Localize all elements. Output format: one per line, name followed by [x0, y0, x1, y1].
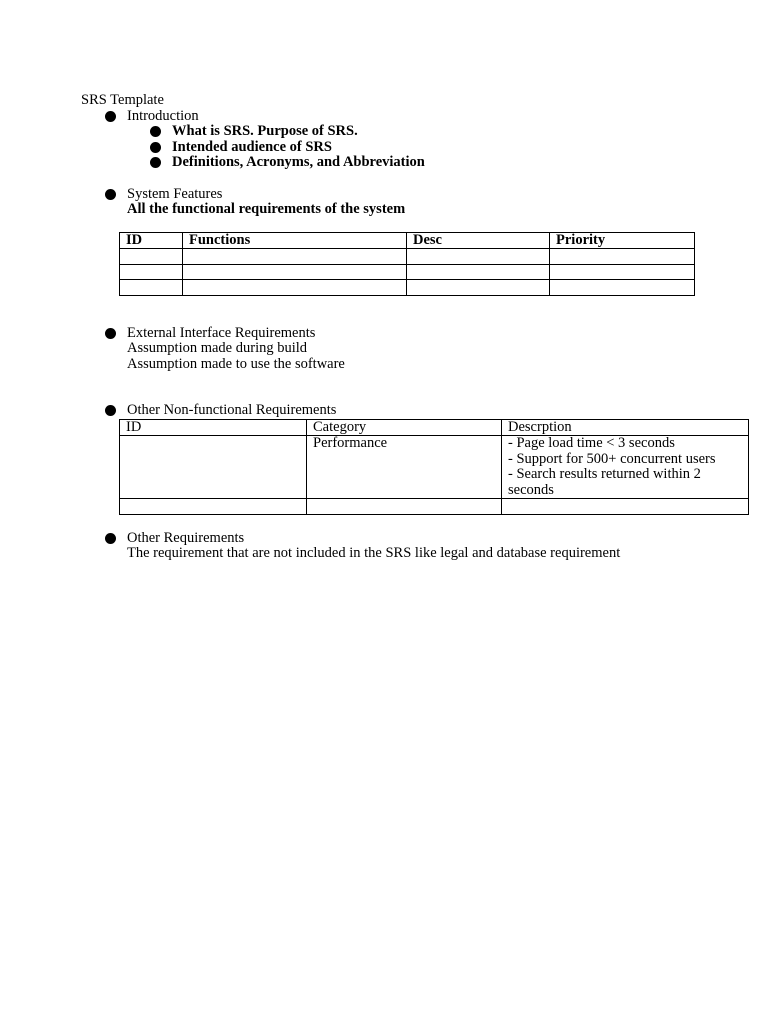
bullet-icon: [150, 157, 161, 168]
table-cell: [120, 264, 183, 280]
table-cell: Performance: [307, 436, 502, 499]
intro-item-label: Definitions, Acronyms, and Abbreviation: [172, 154, 425, 170]
table-cell: [183, 249, 407, 265]
table-row: [120, 249, 695, 265]
table-cell: [120, 499, 307, 515]
section-text: The requirement that are not included in the SRS like legal and database requirement: [127, 545, 621, 561]
intro-item: [81, 140, 751, 156]
table-cell: [502, 499, 749, 515]
table-cell: [502, 436, 749, 499]
document-page: [81, 93, 751, 562]
table-cell: [407, 264, 550, 280]
bullet-icon: [105, 189, 116, 200]
table-row: [120, 499, 749, 515]
column-header: Descrption: [502, 419, 749, 436]
table-cell: [550, 264, 695, 280]
intro-item-label: Intended audience of SRS: [172, 138, 332, 155]
intro-item: [81, 124, 751, 140]
bullet-icon: [105, 533, 116, 544]
description-line: - Support for 500+ concurrent users: [508, 450, 716, 467]
table-cell: [550, 280, 695, 296]
table-header-row: [120, 232, 695, 249]
bullet-icon: [150, 142, 161, 153]
column-header: Priority: [550, 232, 695, 249]
document-title: SRS Template: [81, 92, 164, 108]
section-heading: Introduction: [127, 107, 199, 124]
section-subheading: All the functional requirements of the system: [127, 201, 406, 217]
column-header: Desc: [407, 232, 550, 249]
bullet-icon: [105, 328, 116, 339]
table-row: [120, 436, 749, 499]
section-non-functional: [81, 403, 751, 419]
section-system-features: [81, 187, 751, 218]
intro-item: [81, 155, 751, 171]
section-line: Assumption made to use the software: [127, 355, 345, 372]
section-other-requirements: [81, 531, 751, 562]
intro-item-label: What is SRS. Purpose of SRS.: [172, 123, 358, 139]
section-line: Assumption made during build: [127, 340, 308, 356]
table-cell: [120, 280, 183, 296]
section-external-interface: [81, 326, 751, 373]
table-row: [120, 264, 695, 280]
description-line: - Page load time < 3 seconds: [508, 435, 675, 451]
non-functional-table: [119, 419, 749, 515]
table-cell: [407, 280, 550, 296]
section-heading: External Interface Requirements: [127, 324, 316, 341]
bullet-icon: [105, 111, 116, 122]
table-cell: [407, 249, 550, 265]
table-cell: [307, 499, 502, 515]
column-header: ID: [120, 419, 307, 436]
section-heading: Other Non-functional Requirements: [127, 402, 337, 418]
column-header: Functions: [183, 232, 407, 249]
column-header: Category: [307, 419, 502, 436]
table-header-row: [120, 419, 749, 436]
table-cell: [120, 436, 307, 499]
table-cell: [183, 264, 407, 280]
section-heading: Other Requirements: [127, 529, 245, 546]
table-cell: [120, 249, 183, 265]
section-heading: System Features: [127, 185, 223, 202]
table-cell: [550, 249, 695, 265]
bullet-icon: [105, 405, 116, 416]
section-introduction: [81, 109, 751, 125]
table-row: [120, 280, 695, 296]
table-cell: [183, 280, 407, 296]
features-table: [119, 232, 695, 296]
bullet-icon: [150, 126, 161, 137]
column-header: ID: [120, 232, 183, 249]
description-line: - Search results returned within 2 seconds: [508, 466, 701, 498]
